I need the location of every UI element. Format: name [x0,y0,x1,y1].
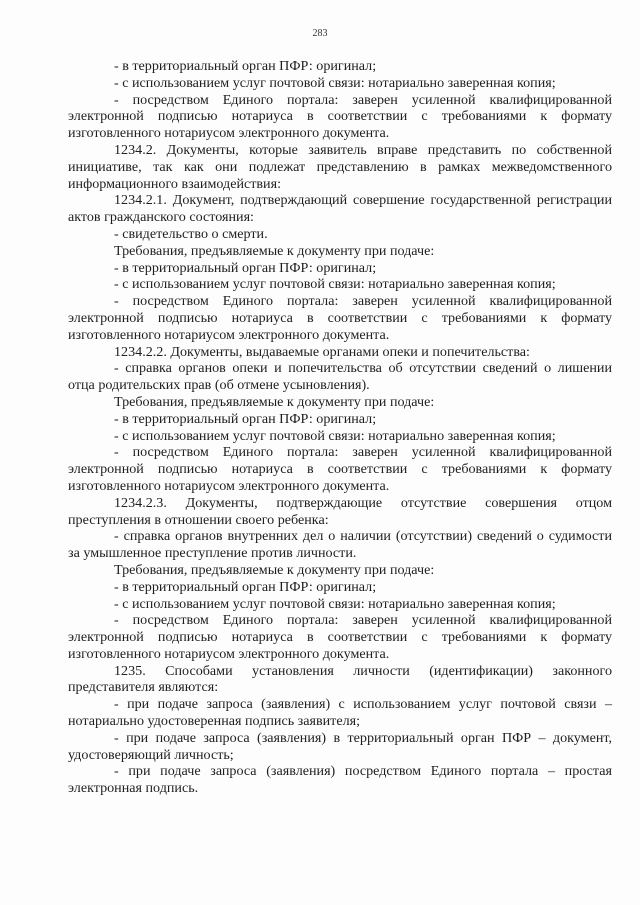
paragraph: 1234.2.1. Документ, подтверждающий совершение государственной регистрации актов гражданского состояния: [68,192,612,226]
paragraph: - справка органов опеки и попечительства об отсутствии сведений о лишении отца родительских прав (об отмене усыновления). [68,360,612,394]
paragraph: - посредством Единого портала: заверен усиленной квалифицированной электронной подписью нотариуса в соответствии с требованиями к формату изготовленного нотариусом электронного документа. [68,91,612,142]
paragraph: - справка органов внутренних дел о наличии (отсутствии) сведений о судимости за умышленное преступление против личности. [68,528,612,562]
paragraph: - с использованием услуг почтовой связи: нотариально заверенная копия; [114,276,556,293]
paragraph: 1234.2.3. Документы, подтверждающие отсутствие совершения отцом преступления в отношении своего ребенка: [68,494,612,528]
paragraph: - с использованием услуг почтовой связи: нотариально заверенная копия; [114,427,556,444]
paragraph: 1234.2. Документы, которые заявитель вправе представить по собственной инициативе, так как они подлежат представлению в рамках межведомственного информационного взаимодействия: [68,141,612,192]
paragraph: - при подаче запроса (заявления) в территориальный орган ПФР – документ, удостоверяющий личность; [68,729,612,763]
paragraph: - в территориальный орган ПФР: оригинал; [114,58,377,74]
paragraph: - при подаче запроса (заявления) с использованием услуг почтовой связи – нотариально удостоверенная подпись заявителя; [68,696,612,730]
paragraph: - в территориальный орган ПФР: оригинал; [114,410,377,427]
paragraph: - при подаче запроса (заявления) посредством Единого портала – простая электронная подпись. [68,763,612,797]
paragraph: 1235. Способами установления личности (идентификации) законного представителя являются: [68,662,612,696]
paragraph: Требования, предъявляемые к документу при подаче: [114,561,435,578]
paragraph: Требования, предъявляемые к документу при подаче: [114,242,435,259]
paragraph: - посредством Единого портала: заверен усиленной квалифицированной электронной подписью нотариуса в соответствии с требованиями к формату изготовленного нотариусом электронного документа. [68,612,612,662]
paragraph: - посредством Единого портала: заверен усиленной квалифицированной электронной подписью нотариуса в соответствии с требованиями к формату изготовленного нотариусом электронного документа. [68,293,612,343]
paragraph: - свидетельство о смерти. [114,225,268,242]
document-body [68,58,612,797]
paragraph: - посредством Единого портала: заверен усиленной квалифицированной электронной подписью нотариуса в соответствии с требованиями к формату изготовленного нотариусом электронного документа. [68,444,612,494]
paragraph: Требования, предъявляемые к документу при подаче: [114,393,435,410]
paragraph: 1234.2.2. Документы, выдаваемые органами опеки и попечительства: [114,343,530,360]
page-number: 283 [312,28,328,39]
paragraph: - с использованием услуг почтовой связи: нотариально заверенная копия; [114,74,556,91]
paragraph: - с использованием услуг почтовой связи: нотариально заверенная копия; [114,595,556,612]
paragraph: - в территориальный орган ПФР: оригинал; [114,259,377,276]
paragraph: - в территориальный орган ПФР: оригинал; [114,578,377,595]
